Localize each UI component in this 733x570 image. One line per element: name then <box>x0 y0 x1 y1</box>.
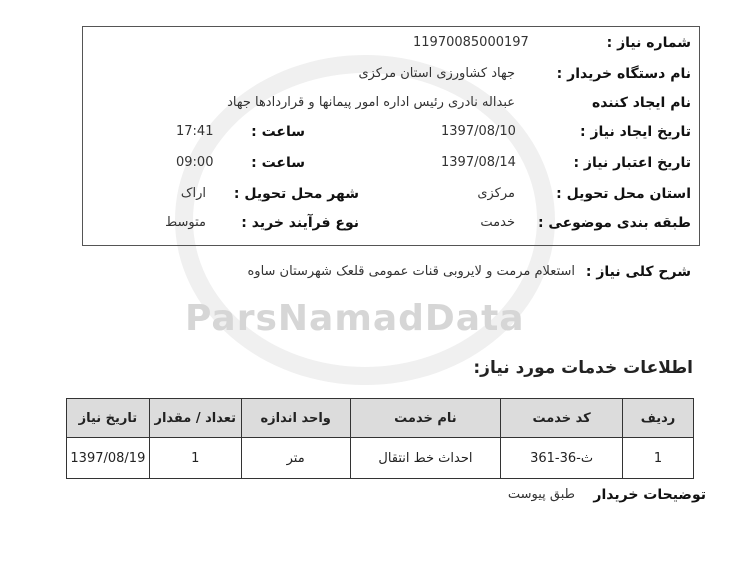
buyer-notes-label: توضیحات خریدار <box>593 487 706 503</box>
col-header-service-name: نام خدمت <box>350 399 501 438</box>
valid-date-label: تاریخ اعتبار نیاز : <box>573 155 691 171</box>
process: متوسط <box>165 215 206 230</box>
watermark-text: ParsNamadData <box>185 298 525 339</box>
cell-need-date: 1397/08/19 <box>67 438 150 479</box>
need-number: 11970085000197 <box>413 35 529 50</box>
cell-service-code: ث-36-361 <box>501 438 623 479</box>
services-header-row <box>67 399 694 438</box>
cell-row-number: 1 <box>622 438 693 479</box>
col-header-row-number: ردیف <box>622 399 693 438</box>
buyer-notes-text: طبق پیوست <box>507 487 575 502</box>
col-header-need-date: تاریخ نیاز <box>67 399 150 438</box>
create-time-label: ساعت : <box>251 124 305 140</box>
process-label: نوع فرآیند خرید : <box>241 215 359 231</box>
valid-date: 1397/08/14 <box>441 155 516 170</box>
cell-quantity: 1 <box>149 438 241 479</box>
valid-time: 09:00 <box>176 155 214 170</box>
table-row <box>67 438 694 479</box>
cell-service-name: احداث خط انتقال <box>350 438 501 479</box>
category: خدمت <box>480 215 515 230</box>
services-table <box>66 398 694 479</box>
create-time: 17:41 <box>176 124 214 139</box>
province-label: استان محل تحویل : <box>556 186 691 202</box>
cell-unit: متر <box>241 438 350 479</box>
buyer-org: جهاد کشاورزی استان مرکزی <box>358 66 515 81</box>
city-label: شهر محل تحویل : <box>233 186 359 202</box>
need-number-label: شماره نیاز : <box>606 35 691 51</box>
creator: عبداله نادری رئیس اداره امور پیمانها و قراردادها جهاد <box>227 95 515 110</box>
creator-label: نام ایجاد کننده <box>591 95 691 111</box>
province: مرکزی <box>477 186 515 201</box>
buyer-org-label: نام دستگاه خریدار : <box>556 66 691 82</box>
city: اراک <box>180 186 206 201</box>
services-title: اطلاعات خدمات مورد نیاز: <box>473 358 693 378</box>
summary-label: شرح کلی نیاز : <box>585 264 691 280</box>
category-label: طبقه بندی موضوعی : <box>537 215 691 231</box>
col-header-quantity: تعداد / مقدار <box>149 399 241 438</box>
col-header-unit: واحد اندازه <box>241 399 350 438</box>
col-header-service-code: کد خدمت <box>501 399 623 438</box>
create-date: 1397/08/10 <box>441 124 516 139</box>
valid-time-label: ساعت : <box>251 155 305 171</box>
create-date-label: تاریخ ایجاد نیاز : <box>579 124 691 140</box>
summary-text: استعلام مرمت و لایروبی قنات عمومی قلعک شهرستان ساوه <box>247 264 575 279</box>
